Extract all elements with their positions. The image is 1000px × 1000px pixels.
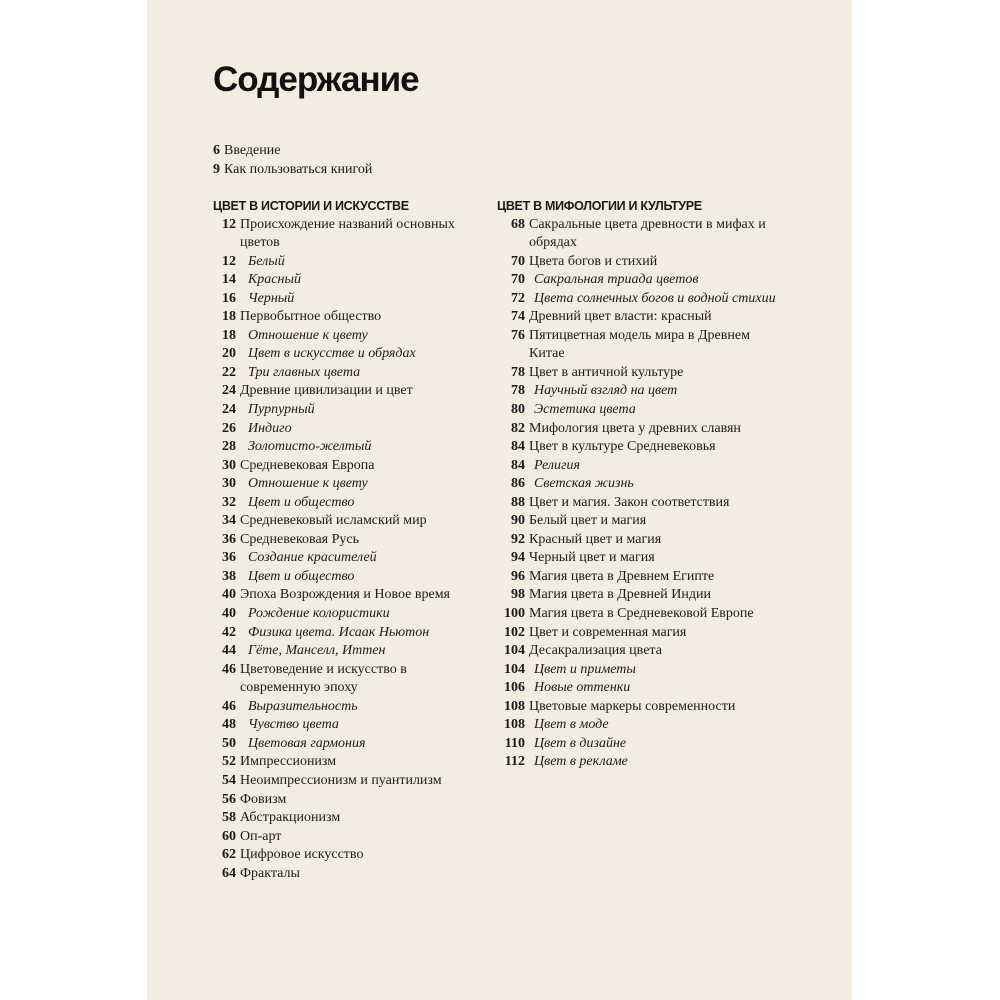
entry-title: Первобытное общество xyxy=(240,309,382,325)
page-number: 92 xyxy=(511,531,525,547)
page-number: 28 xyxy=(222,439,236,455)
page-number: 106 xyxy=(504,680,525,696)
page-number: 110 xyxy=(504,735,525,751)
page-number: 94 xyxy=(511,550,525,566)
toc-entry xyxy=(213,457,463,476)
entry-title: Цвета богов и стихий xyxy=(529,253,658,269)
toc-subentry xyxy=(497,382,787,401)
page-number: 38 xyxy=(222,568,236,584)
entry-title: Абстракционизм xyxy=(240,810,341,826)
toc-entry xyxy=(497,216,787,253)
entry-title: Отношение к цвету xyxy=(248,476,368,492)
page-title: Содержание xyxy=(213,60,419,99)
toc-subentry xyxy=(497,401,787,420)
toc-subentry xyxy=(213,327,463,346)
toc-entry xyxy=(213,809,463,828)
entry-title: Цифровое искусство xyxy=(240,847,364,863)
toc-entry xyxy=(213,772,463,791)
page-number: 36 xyxy=(222,550,236,566)
page-number: 34 xyxy=(222,513,236,529)
toc-entry xyxy=(213,586,463,605)
entry-title: Светская жизнь xyxy=(534,476,634,492)
toc-column-history xyxy=(213,197,463,883)
page-number: 54 xyxy=(222,772,236,788)
entry-title: Цвет в дизайне xyxy=(534,735,627,751)
page-number: 108 xyxy=(504,698,525,714)
toc-entry xyxy=(497,698,787,717)
page-number: 108 xyxy=(504,717,525,733)
page-number: 82 xyxy=(511,420,525,436)
page-number: 20 xyxy=(222,346,236,362)
entry-title: Выразительность xyxy=(248,698,358,714)
page-number: 48 xyxy=(222,717,236,733)
entry-title: Средневековая Европа xyxy=(240,457,375,473)
entry-title: Три главных цвета xyxy=(248,364,361,380)
page-number: 24 xyxy=(222,383,236,399)
entry-title: Цвет и общество xyxy=(248,568,355,584)
page-number: 88 xyxy=(511,494,525,510)
page-number: 64 xyxy=(222,865,236,881)
entry-title: Сакральная триада цветов xyxy=(534,272,699,288)
entry-title: Оп-арт xyxy=(240,828,282,844)
toc-list xyxy=(497,216,787,772)
page-number: 52 xyxy=(222,754,236,770)
entry-title: Происхождение названий основных цветов xyxy=(240,216,455,251)
entry-title: Цветоведение и искусство в современную эпоху xyxy=(240,661,407,696)
entry-title: Религия xyxy=(534,457,580,473)
toc-subentry xyxy=(213,438,463,457)
section-heading: ЦВЕТ В МИФОЛОГИИ И КУЛЬТУРЕ xyxy=(497,199,702,213)
toc-entry xyxy=(213,382,463,401)
page-number: 84 xyxy=(511,439,525,455)
toc-entry xyxy=(213,531,463,550)
toc-entry xyxy=(213,846,463,865)
entry-title: Цвет в культуре Средневековья xyxy=(529,439,716,455)
page-number: 70 xyxy=(511,253,525,269)
toc-subentry xyxy=(213,698,463,717)
page-number: 18 xyxy=(222,327,236,343)
toc-subentry xyxy=(213,290,463,309)
toc-subentry xyxy=(213,568,463,587)
page-number: 104 xyxy=(504,643,525,659)
toc-entry xyxy=(213,512,463,531)
entry-title: Эпоха Возрождения и Новое время xyxy=(240,587,450,603)
toc-entry xyxy=(497,642,787,661)
toc-subentry xyxy=(497,475,787,494)
entry-title: Цвет в искусстве и обрядах xyxy=(248,346,416,362)
entry-title: Магия цвета в Средневековой Европе xyxy=(529,606,754,622)
page-number: 80 xyxy=(511,402,525,418)
page-number: 104 xyxy=(504,661,525,677)
entry-title: Цвет и магия. Закон соответствия xyxy=(529,494,730,510)
page-number: 60 xyxy=(222,828,236,844)
entry-title: Черный цвет и магия xyxy=(529,550,655,566)
entry-title: Импрессионизм xyxy=(240,754,337,770)
page-number: 40 xyxy=(222,587,236,603)
page-number: 76 xyxy=(511,327,525,343)
toc-subentry xyxy=(213,401,463,420)
page-number: 70 xyxy=(511,272,525,288)
toc-entry xyxy=(497,438,787,457)
page-number: 22 xyxy=(222,364,236,380)
entry-title: Цвет в рекламе xyxy=(534,754,628,770)
entry-title: Черный xyxy=(248,290,295,306)
page-number: 78 xyxy=(511,383,525,399)
toc-entry xyxy=(213,142,372,161)
entry-title: Цветовая гармония xyxy=(248,735,366,751)
toc-entry xyxy=(497,586,787,605)
toc-entry xyxy=(213,308,463,327)
page-number: 62 xyxy=(222,847,236,863)
page-number: 12 xyxy=(222,253,236,269)
toc-subentry xyxy=(213,642,463,661)
entry-title: Белый цвет и магия xyxy=(529,513,647,529)
page-number: 26 xyxy=(222,420,236,436)
toc-subentry xyxy=(497,716,787,735)
toc-entry xyxy=(497,568,787,587)
page-number: 96 xyxy=(511,568,525,584)
page-number: 78 xyxy=(511,364,525,380)
entry-title: Фовизм xyxy=(240,791,287,807)
page-number: 36 xyxy=(222,531,236,547)
entry-title: Сакральные цвета древности в мифах и обрядах xyxy=(529,216,766,251)
entry-title: Пятицветная модель мира в Древнем Китае xyxy=(529,327,750,362)
toc-entry xyxy=(497,308,787,327)
page-number: 46 xyxy=(222,698,236,714)
entry-title: Физика цвета. Исаак Ньютон xyxy=(248,624,430,640)
entry-title: Десакрализация цвета xyxy=(529,643,662,659)
toc-subentry xyxy=(213,345,463,364)
toc-entry xyxy=(497,624,787,643)
entry-title: Средневековый исламский мир xyxy=(240,513,427,529)
toc-entry xyxy=(497,253,787,272)
page-number: 30 xyxy=(222,476,236,492)
page-number: 16 xyxy=(222,290,236,306)
page-number: 112 xyxy=(504,754,525,770)
page-number: 98 xyxy=(511,587,525,603)
entry-title: Создание красителей xyxy=(248,550,377,566)
toc-entry xyxy=(213,753,463,772)
toc-subentry xyxy=(497,457,787,476)
toc-subentry xyxy=(497,661,787,680)
entry-title: Красный цвет и магия xyxy=(529,531,662,547)
toc-entry xyxy=(497,420,787,439)
toc-subentry xyxy=(213,494,463,513)
toc-subentry xyxy=(213,364,463,383)
page-number: 86 xyxy=(511,476,525,492)
toc-subentry xyxy=(213,253,463,272)
page-number: 18 xyxy=(222,309,236,325)
toc-entry xyxy=(213,865,463,884)
toc-entry xyxy=(213,161,372,180)
entry-title: Белый xyxy=(248,253,285,269)
page-number: 42 xyxy=(222,624,236,640)
entry-title: Магия цвета в Древней Индии xyxy=(529,587,711,603)
toc-column-mythology xyxy=(497,197,787,772)
toc-entry xyxy=(213,828,463,847)
page-number: 74 xyxy=(511,309,525,325)
entry-title: Цвет и приметы xyxy=(534,661,636,677)
entry-title: Новые оттенки xyxy=(534,680,631,696)
book-page xyxy=(147,0,852,1000)
page-number: 32 xyxy=(222,494,236,510)
entry-title: Цвет в моде xyxy=(534,717,609,733)
toc-subentry xyxy=(213,716,463,735)
entry-title: Фракталы xyxy=(240,865,300,881)
entry-title: Отношение к цвету xyxy=(248,327,368,343)
page-number: 44 xyxy=(222,643,236,659)
page-number: 40 xyxy=(222,606,236,622)
page-number: 24 xyxy=(222,402,236,418)
toc-entry xyxy=(497,549,787,568)
toc-subentry xyxy=(213,475,463,494)
page-number: 102 xyxy=(504,624,525,640)
toc-subentry xyxy=(497,753,787,772)
entry-title: Цветовые маркеры современности xyxy=(529,698,736,714)
toc-subentry xyxy=(213,735,463,754)
toc-subentry xyxy=(497,271,787,290)
page-number: 68 xyxy=(511,216,525,232)
toc-subentry xyxy=(213,420,463,439)
entry-title: Научный взгляд на цвет xyxy=(534,383,678,399)
page-number: 90 xyxy=(511,513,525,529)
entry-title: Как пользоваться книгой xyxy=(224,161,373,177)
entry-title: Гёте, Манселл, Иттен xyxy=(248,643,386,659)
page-number: 6 xyxy=(213,143,220,158)
entry-title: Красный xyxy=(248,272,301,288)
entry-title: Цвет и общество xyxy=(248,494,355,510)
page-number: 12 xyxy=(222,216,236,232)
page-number: 9 xyxy=(213,161,220,177)
page-number: 14 xyxy=(222,272,236,288)
page-number: 56 xyxy=(222,791,236,807)
toc-entry xyxy=(497,494,787,513)
entry-title: Древние цивилизации и цвет xyxy=(240,383,413,399)
page-number: 50 xyxy=(222,735,236,751)
toc-list xyxy=(213,216,463,884)
toc-subentry xyxy=(497,290,787,309)
page-number: 100 xyxy=(504,606,525,622)
page-number: 84 xyxy=(511,457,525,473)
entry-title: Индиго xyxy=(248,420,292,436)
intro-list xyxy=(213,142,372,179)
entry-title: Мифология цвета у древних славян xyxy=(529,420,741,436)
entry-title: Введение xyxy=(224,143,281,158)
toc-subentry xyxy=(497,679,787,698)
toc-entry xyxy=(213,791,463,810)
entry-title: Золотисто-желтый xyxy=(248,439,372,455)
toc-subentry xyxy=(213,549,463,568)
page-number: 72 xyxy=(511,290,525,306)
entry-title: Цвета солнечных богов и водной стихии xyxy=(534,290,776,306)
entry-title: Цвет в античной культуре xyxy=(529,364,684,380)
toc-subentry xyxy=(497,735,787,754)
entry-title: Чувство цвета xyxy=(248,717,339,733)
toc-subentry xyxy=(213,271,463,290)
toc-entry xyxy=(497,605,787,624)
page-number: 30 xyxy=(222,457,236,473)
entry-title: Древний цвет власти: красный xyxy=(529,309,712,325)
toc-entry xyxy=(213,216,463,253)
entry-title: Магия цвета в Древнем Египте xyxy=(529,568,715,584)
entry-title: Эстетика цвета xyxy=(534,402,636,418)
toc-entry xyxy=(497,327,787,364)
section-heading: ЦВЕТ В ИСТОРИИ И ИСКУССТВЕ xyxy=(213,199,409,213)
toc-entry xyxy=(497,364,787,383)
entry-title: Рождение колористики xyxy=(248,606,390,622)
entry-title: Цвет и современная магия xyxy=(529,624,687,640)
toc-entry xyxy=(213,661,463,698)
entry-title: Пурпурный xyxy=(248,402,315,418)
toc-subentry xyxy=(213,605,463,624)
page-number: 58 xyxy=(222,810,236,826)
toc-subentry xyxy=(213,624,463,643)
toc-entry xyxy=(497,512,787,531)
entry-title: Средневековая Русь xyxy=(240,531,359,547)
page-number: 46 xyxy=(222,661,236,677)
entry-title: Неоимпрессионизм и пуантилизм xyxy=(240,772,442,788)
toc-entry xyxy=(497,531,787,550)
